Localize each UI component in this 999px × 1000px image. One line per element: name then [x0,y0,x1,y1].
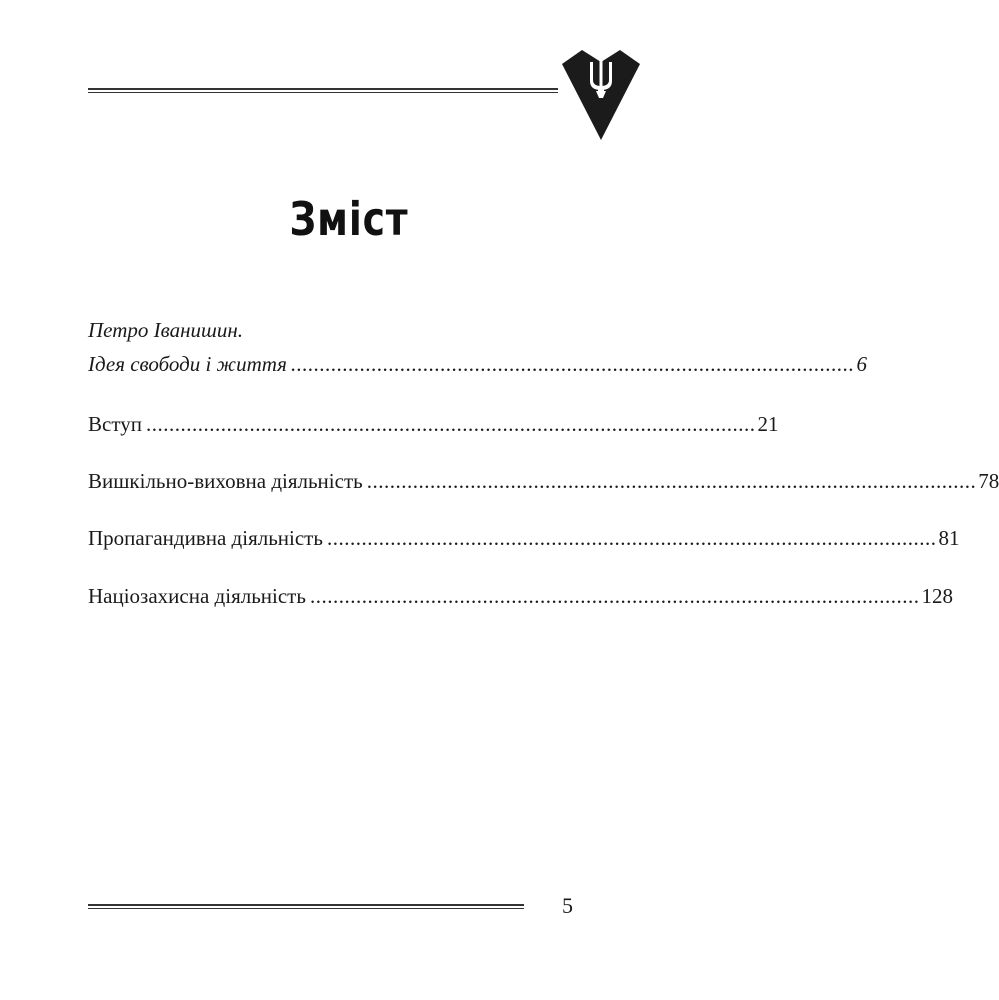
toc-entry-label: Вишкільно-виховна діяльність [88,469,363,493]
toc-entry-page: 21 [757,412,779,436]
bottom-rule [88,904,524,910]
toc-leader-dots: .......................................................................................................... [309,584,920,608]
toc-leader-dots: .......................................................................................................... [366,469,977,493]
toc-leader-dots: .................................................................................................. [290,352,855,376]
top-rule [88,88,558,94]
toc-entry-page: 78 [978,469,999,493]
toc-leader-dots: .......................................................................................................... [326,526,937,550]
toc-entry-label: Вступ [88,412,142,436]
toc-entry [88,526,960,551]
toc-entry-label: Ідея свободи і життя [88,352,287,376]
toc-leader-dots: .......................................................................................................... [145,412,756,436]
toc-entry-label: Націозахисна діяльність [88,584,306,608]
toc-entry-page: 128 [921,584,953,608]
toc-entry-page: 81 [938,526,960,550]
trident-emblem-icon [560,46,642,142]
toc-entry [88,469,999,494]
toc-entry [88,352,867,377]
toc-entry [88,412,779,437]
toc-entry-page: 6 [856,352,867,376]
page-number: 5 [562,893,573,918]
toc-author-line: Петро Іванишин. [88,318,244,342]
toc-entry [88,584,953,609]
toc-entry-label: Пропагандивна діяльність [88,526,323,550]
page-title: Зміст [289,192,409,246]
